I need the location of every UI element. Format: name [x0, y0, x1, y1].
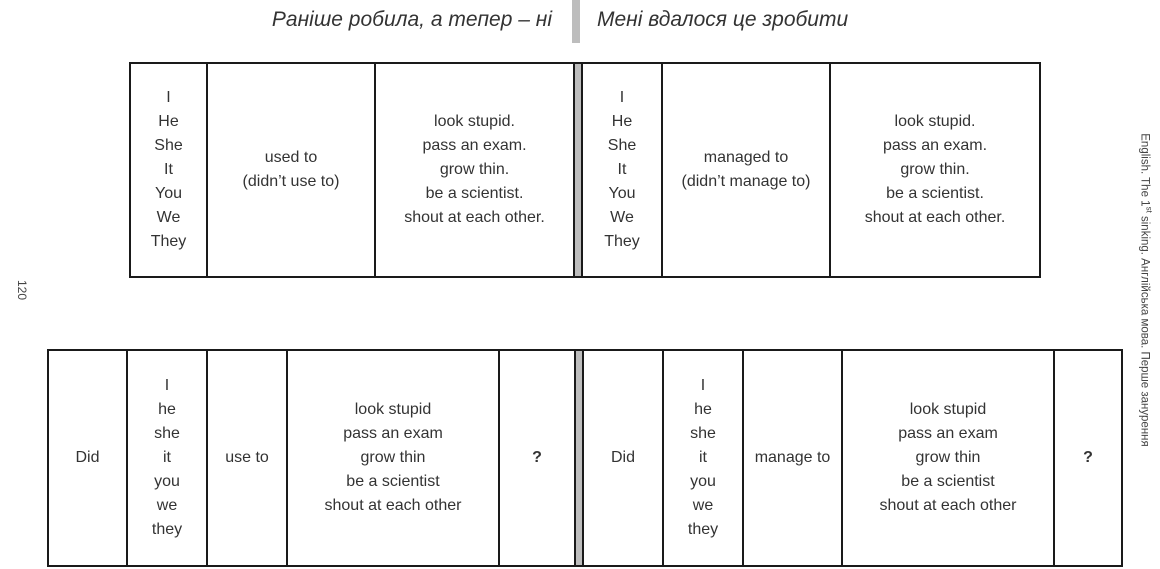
pronoun: it — [699, 449, 707, 466]
top-right-pronouns — [582, 63, 662, 277]
bottom-right-verb: manage to — [743, 350, 842, 566]
pronoun: he — [158, 401, 176, 418]
pronoun: we — [692, 497, 714, 514]
bottom-left-verb: use to — [207, 350, 287, 566]
side-caption-text: English. The 1 — [1138, 133, 1151, 207]
heading-left: Раніше робила, а тепер – ні — [271, 8, 552, 31]
pronoun: they — [151, 521, 183, 538]
phrase: be a scientist — [346, 473, 440, 490]
bottom-right-phrases — [842, 350, 1054, 566]
top-right-phrases — [830, 63, 1040, 277]
verb-line: used to — [264, 149, 318, 166]
side-caption-sup: st — [1144, 206, 1154, 213]
top-right-verb — [662, 63, 830, 277]
top-separator — [574, 63, 582, 277]
pronoun: you — [154, 473, 180, 490]
pronoun: I — [619, 89, 625, 106]
bottom-separator — [575, 350, 583, 566]
top-left-pronouns — [130, 63, 207, 277]
bottom-right-pronouns — [663, 350, 743, 566]
verb-line: (didn’t use to) — [242, 173, 340, 190]
pronoun: it — [163, 449, 171, 466]
top-left-verb — [207, 63, 375, 277]
pronoun: They — [150, 233, 187, 250]
pronoun: She — [154, 137, 183, 154]
verb-line: (didn’t manage to) — [681, 173, 811, 190]
phrase: shout at each other. — [404, 209, 545, 226]
phrase: shout at each other — [324, 497, 462, 514]
phrase: grow thin — [360, 449, 426, 466]
pronoun: they — [687, 521, 719, 538]
pronoun: He — [158, 113, 179, 130]
phrase: shout at each other — [879, 497, 1017, 514]
pronoun: we — [156, 497, 178, 514]
top-table — [129, 62, 1041, 278]
phrase: grow thin. — [900, 161, 970, 178]
bottom-left-question-mark: ? — [499, 350, 575, 566]
pronoun: I — [164, 377, 170, 394]
phrase: look stupid. — [894, 113, 976, 130]
phrase: pass an exam. — [882, 137, 988, 154]
pronoun: He — [611, 113, 633, 130]
bottom-right-aux: Did — [583, 350, 663, 566]
heading-right: Мені вдалося це зробити — [597, 8, 849, 31]
bottom-right-question-mark: ? — [1054, 350, 1122, 566]
phrase: look stupid — [354, 401, 432, 418]
pronoun: It — [164, 161, 173, 178]
bottom-left-aux: Did — [48, 350, 127, 566]
heading-divider — [572, 0, 580, 43]
phrase: pass an exam. — [422, 137, 527, 154]
pronoun: I — [700, 377, 706, 394]
page-number: 120 — [15, 279, 29, 301]
phrase: look stupid. — [434, 113, 515, 130]
pronoun: he — [694, 401, 712, 418]
side-caption-text-rest: sinking. Англійська мова. Перше занурення — [1138, 212, 1151, 447]
side-caption — [1139, 133, 1154, 447]
bottom-left-pronouns — [127, 350, 207, 566]
top-left-phrases — [375, 63, 574, 277]
pronoun: she — [690, 425, 716, 442]
phrase: be a scientist — [901, 473, 995, 490]
pronoun: We — [156, 209, 181, 226]
pronoun: It — [617, 161, 627, 178]
phrase: look stupid — [909, 401, 987, 418]
pronoun: They — [604, 233, 640, 250]
pronoun: I — [166, 89, 171, 106]
phrase: pass an exam — [898, 425, 998, 442]
pronoun: You — [608, 185, 636, 202]
bottom-left-phrases — [287, 350, 499, 566]
bottom-table — [47, 349, 1123, 567]
pronoun: she — [154, 425, 180, 442]
phrase: be a scientist. — [886, 185, 984, 202]
phrase: be a scientist. — [425, 185, 524, 202]
phrase: pass an exam — [343, 425, 443, 442]
pronoun: We — [610, 209, 634, 226]
pronoun: She — [607, 137, 637, 154]
phrase: grow thin. — [439, 161, 510, 178]
pronoun: you — [690, 473, 716, 490]
phrase: shout at each other. — [864, 209, 1006, 226]
pronoun: You — [155, 185, 182, 202]
verb-line: managed to — [703, 149, 789, 166]
phrase: grow thin — [915, 449, 981, 466]
